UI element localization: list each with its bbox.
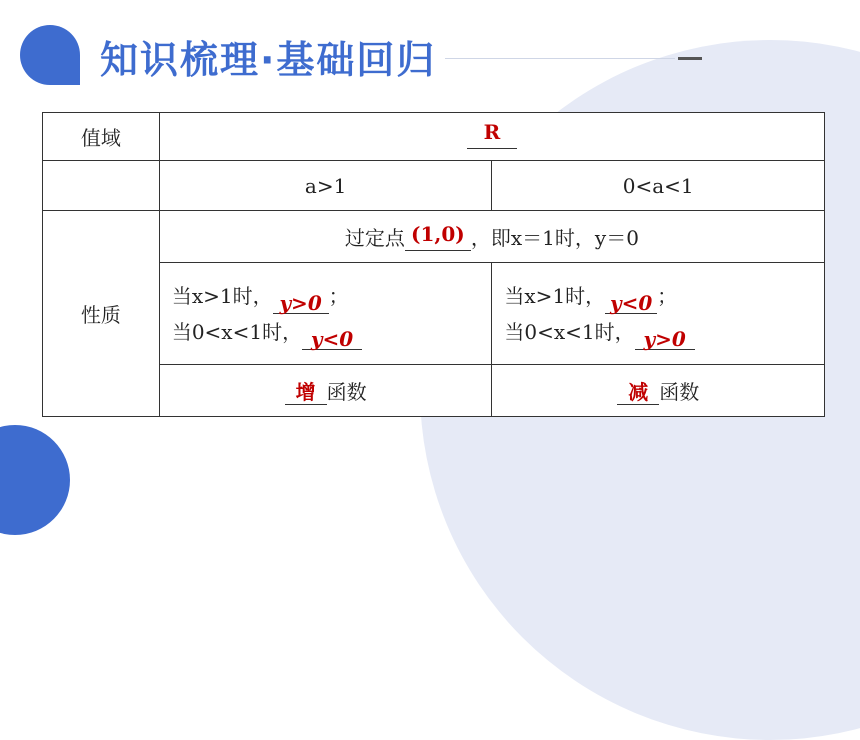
left-mono-blank [285,382,327,405]
range-answer: R [483,119,501,144]
right-line1-blank [605,291,657,314]
left-line1 [172,278,492,314]
property-label: 性质 [43,211,160,417]
row-fixed-point [43,211,825,263]
right-line1-prefix: 当x>1时， [504,283,606,308]
corner-decoration [0,425,70,535]
title-icon [20,25,80,85]
right-line2-prefix: 当0<x<1时， [504,319,635,344]
right-line2-blank [635,327,695,350]
left-mono-cell [159,365,492,417]
row-cases [43,161,825,211]
left-line2-prefix: 当0<x<1时， [171,319,303,344]
right-line2-answer: y>0 [643,326,686,351]
case-a-gt-1: a>1 [159,161,492,211]
title-dash [678,57,702,60]
right-sign-cell [492,263,825,365]
fixed-point-answer: (1,0) [411,222,465,246]
left-line1-blank [273,291,329,314]
left-sign-cell [159,263,492,365]
right-mono-answer: 减 [628,380,649,404]
right-line2 [504,314,824,350]
fixed-point-suffix: ，即x＝1时，y＝0 [470,226,639,250]
empty-cell [43,161,160,211]
row-range [43,113,825,161]
range-blank [467,119,517,149]
right-mono-blank [617,382,659,405]
properties-table [42,112,825,417]
left-line2-answer: y<0 [310,326,354,351]
fixed-point-cell [159,211,824,263]
row-monotonic [43,365,825,417]
title-divider [445,58,675,59]
left-line1-suffix: ； [328,283,349,308]
right-line1 [504,278,824,314]
case-a-between: 0<a<1 [492,161,825,211]
left-mono-answer: 增 [295,380,316,404]
left-line2-blank [302,327,362,350]
right-line1-answer: y<0 [610,290,653,315]
left-mono-suffix: 函数 [326,380,367,404]
right-mono-cell [492,365,825,417]
range-label: 值域 [43,113,160,161]
range-cell [159,113,824,161]
left-line2 [172,314,492,350]
fixed-point-prefix: 过定点 [344,226,405,250]
page-title: 知识梳理·基础回归 [100,38,437,82]
row-sign [43,263,825,365]
right-line1-suffix: ； [657,283,678,308]
left-line1-answer: y>0 [279,290,322,315]
left-line1-prefix: 当x>1时， [171,283,273,308]
fixed-point-blank [405,222,471,251]
right-mono-suffix: 函数 [659,380,700,404]
